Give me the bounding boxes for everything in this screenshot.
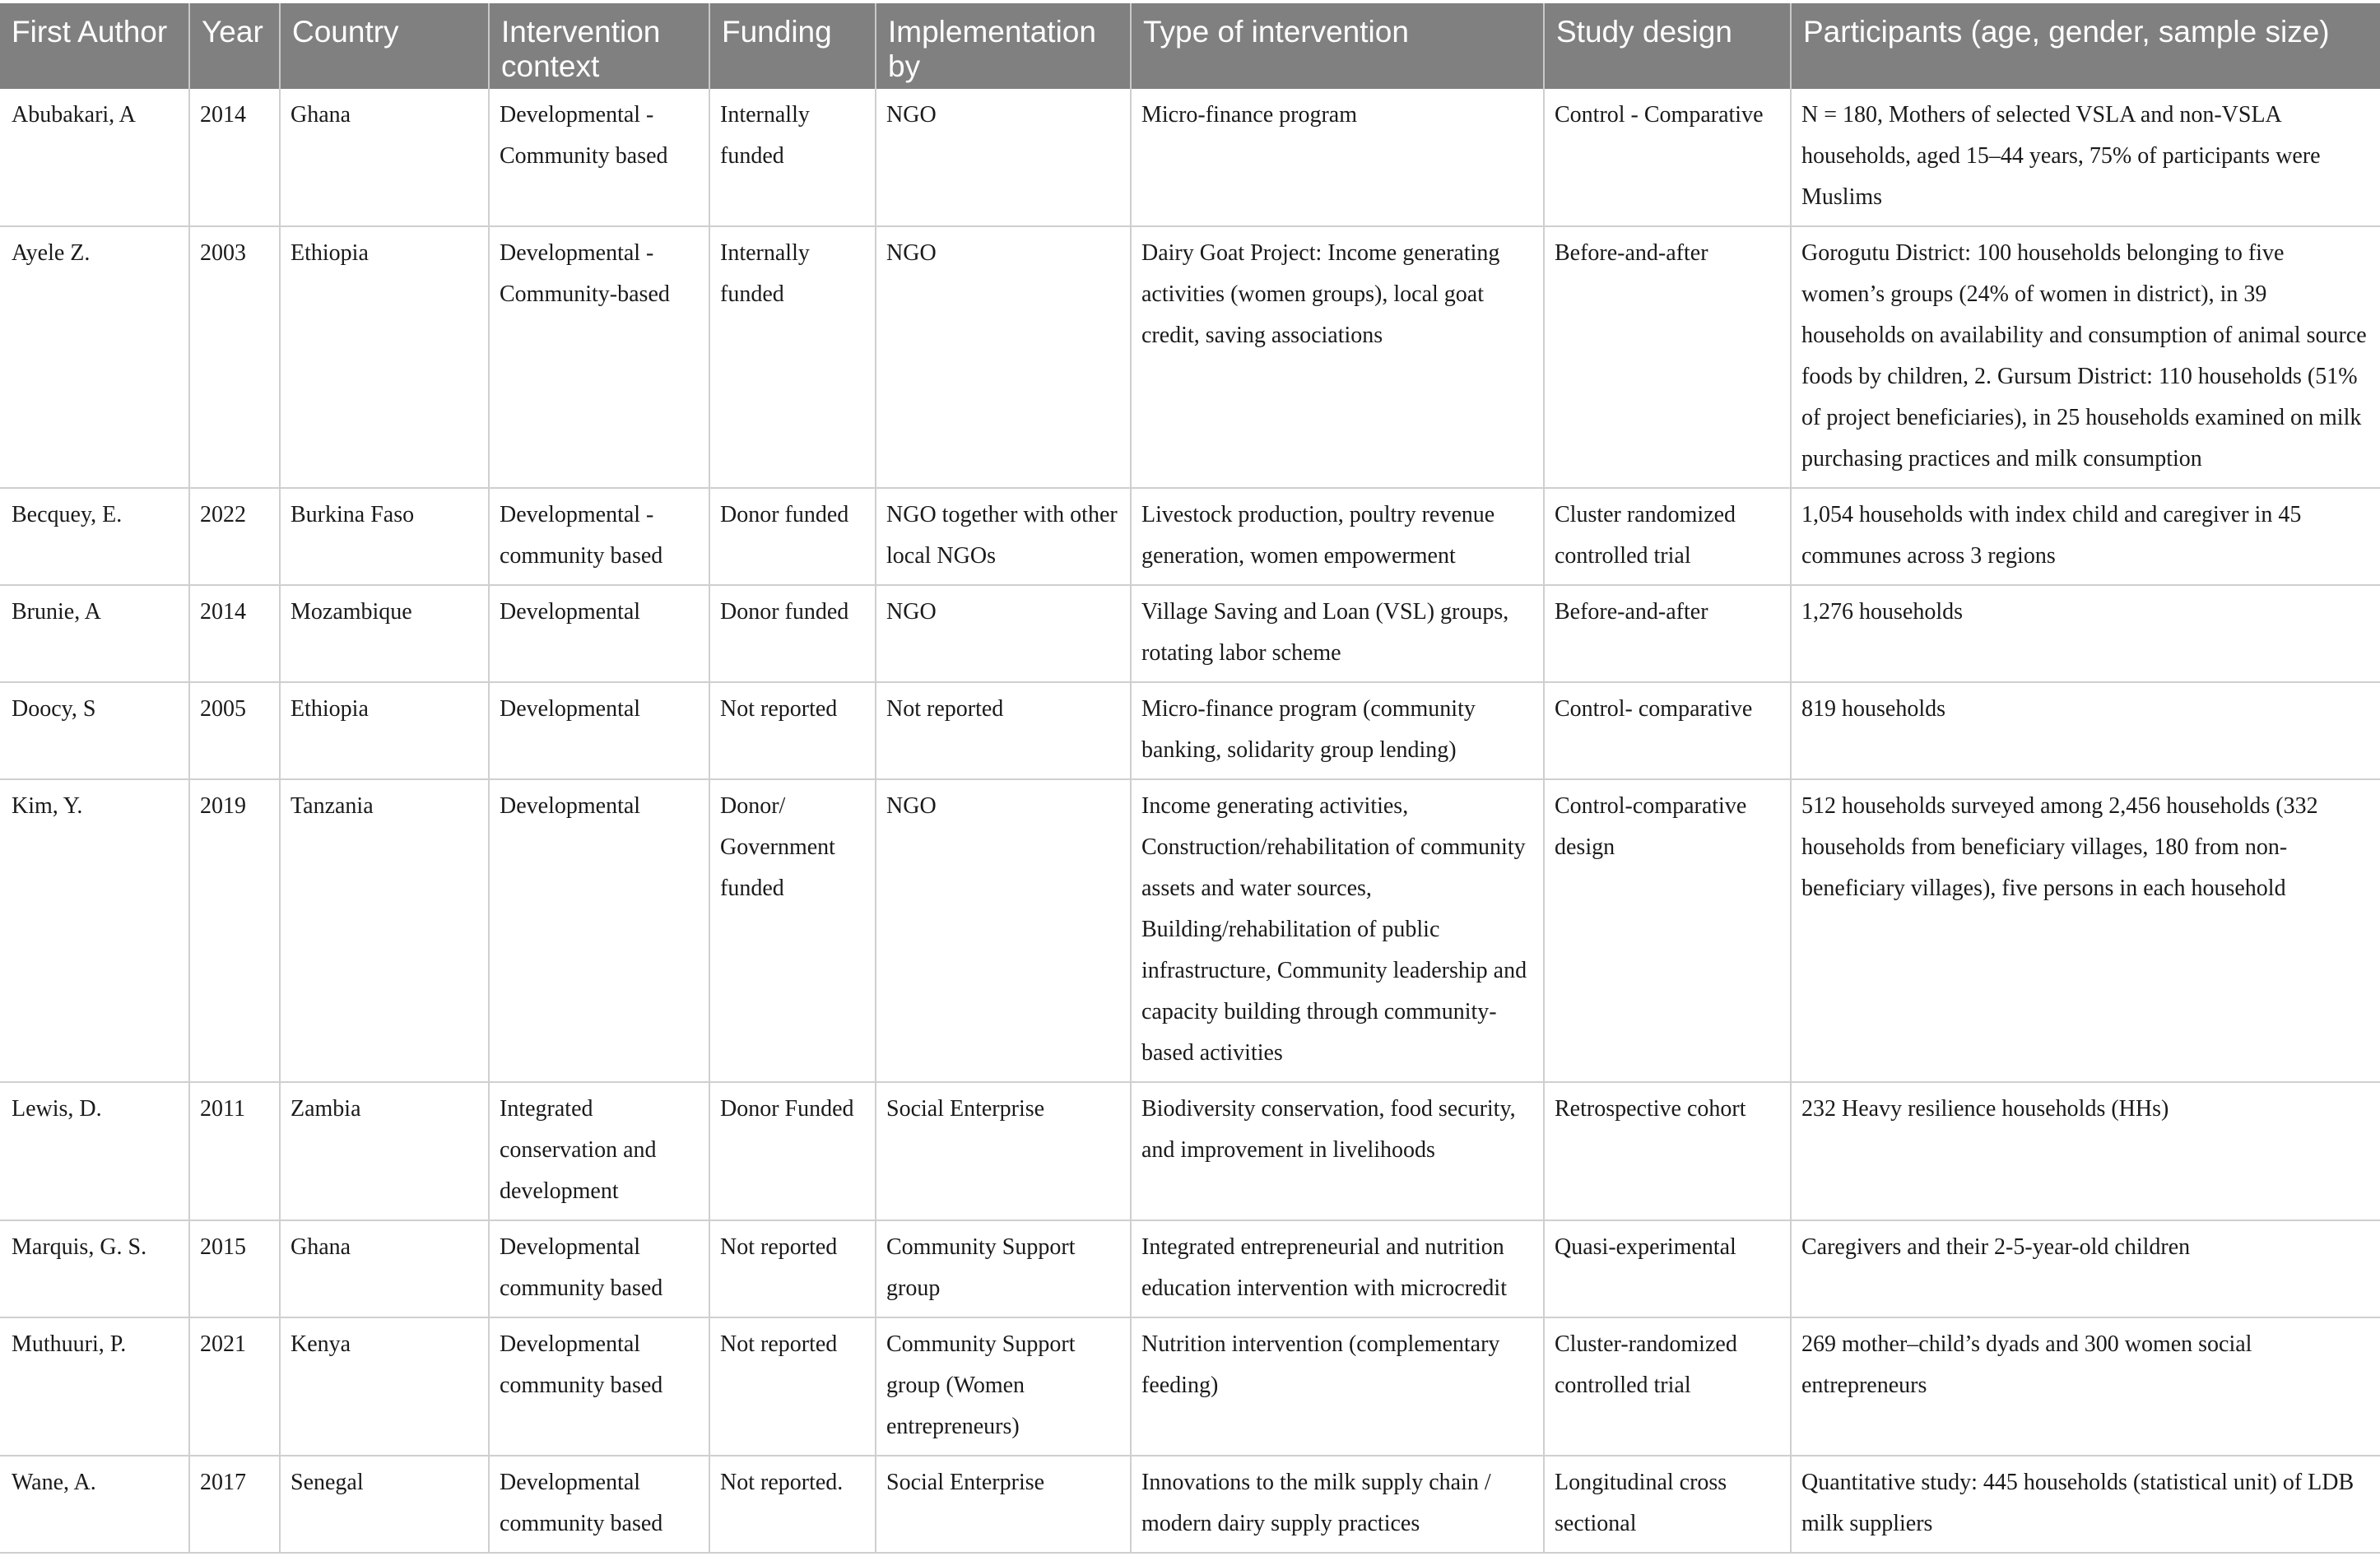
table-row [0,682,2380,779]
cell-year: 2021 [189,1317,280,1456]
column-header-study-design: Study design [1544,3,1791,89]
cell-context: Developmental [489,682,709,779]
cell-author: Doocy, S [0,682,189,779]
cell-implementation: Community Support group [876,1220,1131,1317]
cell-participants: 1,054 households with index child and caregiver in 45 communes across 3 regions [1791,488,2380,585]
cell-implementation: NGO [876,585,1131,682]
table-row [0,779,2380,1082]
cell-author: Lewis, D. [0,1082,189,1220]
cell-context: Developmental [489,585,709,682]
column-header-type-of-intervention: Type of intervention [1131,3,1544,89]
cell-design: Longitudinal cross sectional [1544,1456,1791,1553]
table-row [0,1082,2380,1220]
cell-author: Abubakari, A [0,89,189,226]
column-header-implementation-by: Implementation by [876,3,1131,89]
cell-funding: Internally funded [709,89,876,226]
cell-country: Tanzania [280,779,489,1082]
cell-author: Ayele Z. [0,226,189,488]
cell-implementation: NGO [876,89,1131,226]
cell-funding: Donor funded [709,585,876,682]
table-row [0,89,2380,226]
cell-year: 2015 [189,1220,280,1317]
cell-participants: Quantitative study: 445 households (statistical unit) of LDB milk suppliers [1791,1456,2380,1553]
cell-funding: Not reported [709,682,876,779]
cell-context: Developmental community based [489,1220,709,1317]
cell-year: 2011 [189,1082,280,1220]
cell-context: Developmental community based [489,1317,709,1456]
cell-country: Zambia [280,1082,489,1220]
cell-implementation: NGO [876,226,1131,488]
cell-intervention: Biodiversity conservation, food security, and improvement in livelihoods [1131,1082,1544,1220]
cell-author: Brunie, A [0,585,189,682]
cell-funding: Donor/ Government funded [709,779,876,1082]
cell-funding: Not reported [709,1220,876,1317]
cell-funding: Donor funded [709,488,876,585]
cell-design: Control-comparative design [1544,779,1791,1082]
cell-country: Senegal [280,1456,489,1553]
cell-participants: 1,276 households [1791,585,2380,682]
cell-year: 2014 [189,585,280,682]
cell-year: 2022 [189,488,280,585]
cell-intervention: Micro-finance program (community banking, solidarity group lending) [1131,682,1544,779]
cell-author: Marquis, G. S. [0,1220,189,1317]
table-row [0,1456,2380,1553]
cell-participants: 269 mother–child’s dyads and 300 women social entrepreneurs [1791,1317,2380,1456]
cell-context: Developmental - Community-based [489,226,709,488]
cell-author: Becquey, E. [0,488,189,585]
cell-design: Retrospective cohort [1544,1082,1791,1220]
column-header-first-author: First Author [0,3,189,89]
cell-participants: 232 Heavy resilience households (HHs) [1791,1082,2380,1220]
cell-country: Ghana [280,89,489,226]
cell-design: Before-and-after [1544,585,1791,682]
cell-implementation: NGO [876,779,1131,1082]
cell-year: 2017 [189,1456,280,1553]
cell-participants: N = 180, Mothers of selected VSLA and non-VSLA households, aged 15–44 years, 75% of participants were Muslims [1791,89,2380,226]
cell-implementation: Not reported [876,682,1131,779]
cell-design: Cluster randomized controlled trial [1544,488,1791,585]
table-row [0,488,2380,585]
cell-intervention: Income generating activities, Construction/rehabilitation of community assets and water sources, Building/rehabilitation of public infrastructure, Community leadership and capacity building through community-based activities [1131,779,1544,1082]
cell-year: 2014 [189,89,280,226]
column-header-year: Year [189,3,280,89]
cell-participants: 819 households [1791,682,2380,779]
cell-intervention: Integrated entrepreneurial and nutrition education intervention with microcredit [1131,1220,1544,1317]
cell-context: Integrated conservation and development [489,1082,709,1220]
cell-country: Ethiopia [280,226,489,488]
column-header-participants: Participants (age, gender, sample size) [1791,3,2380,89]
cell-design: Quasi-experimental [1544,1220,1791,1317]
cell-implementation: Social Enterprise [876,1456,1131,1553]
table-header-row [0,3,2380,89]
cell-context: Developmental - community based [489,488,709,585]
cell-country: Burkina Faso [280,488,489,585]
cell-intervention: Dairy Goat Project: Income generating activities (women groups), local goat credit, saving associations [1131,226,1544,488]
cell-intervention: Micro-finance program [1131,89,1544,226]
studies-table [0,3,2380,1554]
table-row [0,1220,2380,1317]
cell-intervention: Livestock production, poultry revenue generation, women empowerment [1131,488,1544,585]
cell-author: Kim, Y. [0,779,189,1082]
cell-funding: Not reported. [709,1456,876,1553]
cell-author: Wane, A. [0,1456,189,1553]
column-header-funding: Funding [709,3,876,89]
cell-funding: Internally funded [709,226,876,488]
cell-participants: Caregivers and their 2-5-year-old children [1791,1220,2380,1317]
cell-design: Cluster-randomized controlled trial [1544,1317,1791,1456]
cell-context: Developmental community based [489,1456,709,1553]
cell-implementation: Community Support group (Women entrepreneurs) [876,1317,1131,1456]
cell-year: 2005 [189,682,280,779]
cell-country: Ghana [280,1220,489,1317]
column-header-intervention-context: Intervention context [489,3,709,89]
cell-funding: Donor Funded [709,1082,876,1220]
column-header-country: Country [280,3,489,89]
cell-implementation: Social Enterprise [876,1082,1131,1220]
cell-year: 2003 [189,226,280,488]
cell-author: Muthuuri, P. [0,1317,189,1456]
cell-design: Control- comparative [1544,682,1791,779]
table-row [0,226,2380,488]
cell-participants: 512 households surveyed among 2,456 households (332 households from beneficiary villages, 180 from non-beneficiary villages), five persons in each household [1791,779,2380,1082]
cell-context: Developmental - Community based [489,89,709,226]
cell-intervention: Village Saving and Loan (VSL) groups, rotating labor scheme [1131,585,1544,682]
table-row [0,585,2380,682]
cell-funding: Not reported [709,1317,876,1456]
cell-context: Developmental [489,779,709,1082]
cell-year: 2019 [189,779,280,1082]
cell-intervention: Innovations to the milk supply chain / modern dairy supply practices [1131,1456,1544,1553]
cell-country: Mozambique [280,585,489,682]
cell-design: Before-and-after [1544,226,1791,488]
table-row [0,1317,2380,1456]
cell-country: Ethiopia [280,682,489,779]
cell-intervention: Nutrition intervention (complementary feeding) [1131,1317,1544,1456]
cell-participants: Gorogutu District: 100 households belonging to five women’s groups (24% of women in district), in 39 households on availability and consumption of animal source foods by children, 2. Gursum District: 110 households (51% of project beneficiaries), in 25 households examined on milk purchasing practices and milk consumption [1791,226,2380,488]
cell-country: Kenya [280,1317,489,1456]
cell-implementation: NGO together with other local NGOs [876,488,1131,585]
cell-design: Control - Comparative [1544,89,1791,226]
